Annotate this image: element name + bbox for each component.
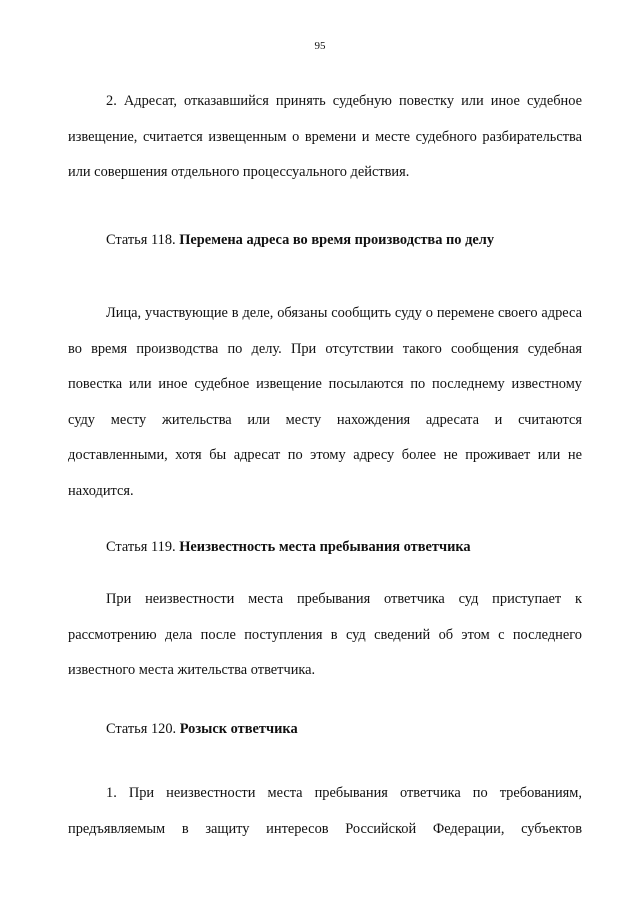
page-number: 95 [314, 40, 326, 52]
article-119-number: Статья 119. [106, 539, 176, 555]
paragraph-article-118: Лица, участвующие в деле, обязаны сообщить суду о перемене своего адреса во время производства по делу. При отсутствии такого сообщения судебная повестка или иное судебное извещение посылаются по последнему известному суду месту жительства или месту нахождения адресата и считаются доставленными, хотя бы адресат по этому адресу более не проживает или не находится. [68, 305, 582, 499]
paragraph-article-120-part-1: 1. При неизвестности места пребывания ответчика по требованиям, предъявляемым в защиту интересов Российской Федерации, субъектов [68, 785, 582, 837]
article-118-heading [106, 230, 494, 250]
article-118-title: Перемена адреса во время производства по делу [179, 232, 495, 248]
article-120-title: Розыск ответчика [179, 721, 298, 737]
paragraph-article-119: При неизвестности места пребывания ответчика суд приступает к рассмотрению дела после поступления в суд сведений об этом с последнего известного места жительства ответчика. [68, 591, 582, 678]
article-119-title: Неизвестность места пребывания ответчика [179, 539, 471, 555]
article-120-heading [106, 719, 298, 739]
paragraph-article-117-part-2: 2. Адресат, отказавшийся принять судебную повестку или иное судебное извещение, считается извещенным о времени и месте судебного разбирательства или совершения отдельного процессуального действия. [68, 93, 582, 180]
article-119-heading [106, 537, 471, 557]
article-118-number: Статья 118. [106, 232, 176, 248]
article-120-number: Статья 120. [106, 721, 177, 737]
